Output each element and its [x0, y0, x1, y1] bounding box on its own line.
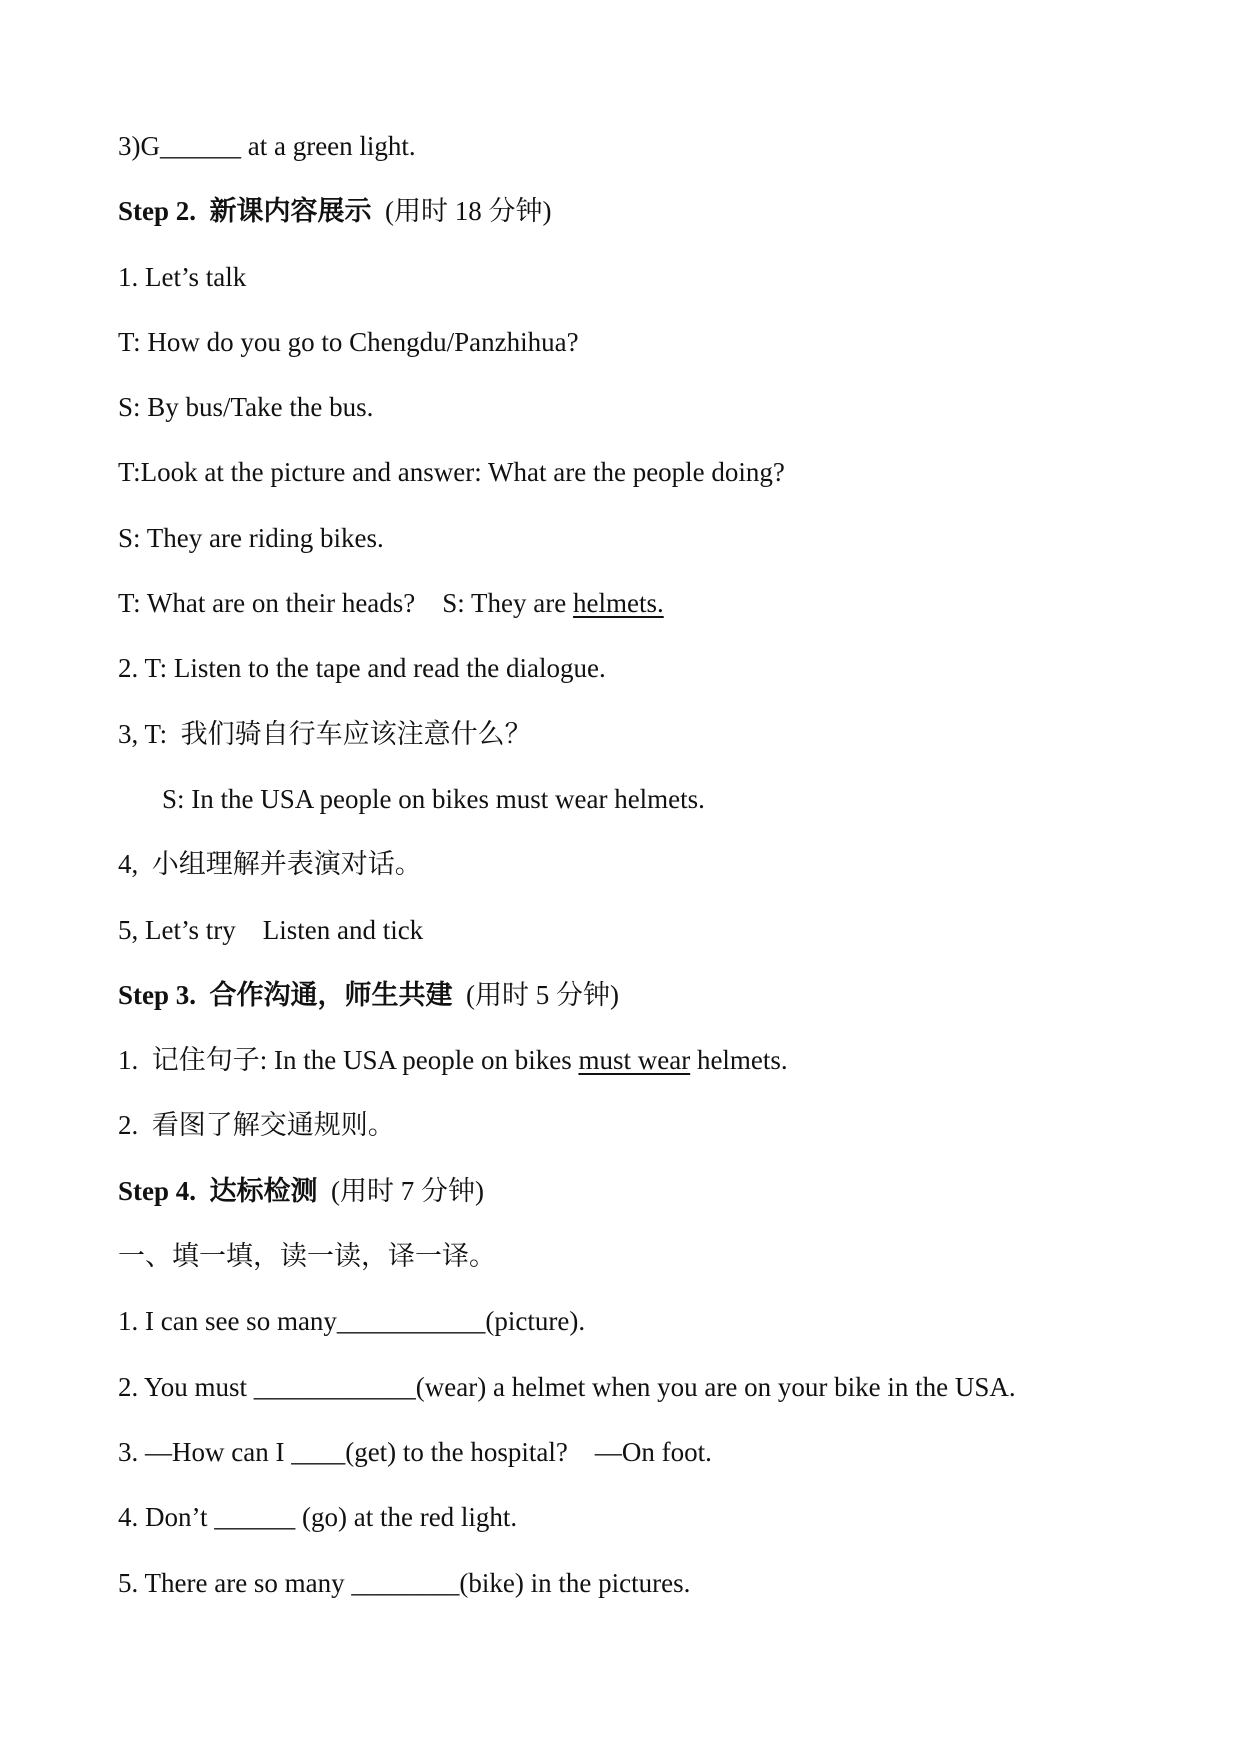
text-line: 3)G______ at a green light.: [118, 131, 416, 161]
document-body: [118, 128, 1128, 1630]
step-2-duration: (用时 18 分钟): [371, 196, 552, 227]
text-line: T:Look at the picture and answer: What are the people doing?: [118, 457, 785, 488]
step-3-duration: (用时 5 分钟): [452, 979, 619, 1010]
text-line: S: By bus/Take the bus.: [118, 392, 374, 423]
step-4-title: Step 4. 达标检测: [118, 1175, 318, 1206]
text-segment: 1. 记住句子: In the USA people on bikes: [118, 1045, 579, 1076]
exercise-question: 1. I can see so many___________(picture).: [118, 1306, 586, 1337]
exercise-question: 3. —How can I ____(get) to the hospital? —On foot.: [118, 1436, 712, 1467]
step-3-heading: [118, 977, 1128, 1042]
text-line: [118, 585, 1128, 650]
text-segment: helmets.: [690, 1045, 788, 1076]
text-line: 3, T: 我们骑自行车应该注意什么？: [118, 718, 532, 749]
exercise-instruction: 一、填一填，读一读，译一译。: [118, 1241, 496, 1272]
step-4-duration: (用时 7 分钟): [317, 1175, 484, 1206]
text-line: T: How do you go to Chengdu/Panzhihua?: [118, 326, 579, 357]
text-line: [118, 1042, 1128, 1107]
underlined-phrase: must wear: [578, 1045, 691, 1076]
text-line: 1. Let’s talk: [118, 261, 247, 292]
text-line: S: They are riding bikes.: [118, 522, 384, 553]
text-line: 5, Let’s try Listen and tick: [118, 914, 424, 945]
step-2-title: Step 2. 新课内容展示: [118, 196, 372, 227]
step-2-heading: [118, 193, 1128, 258]
exercise-question: 4. Don’t ______ (go) at the red light.: [118, 1502, 518, 1533]
step-4-heading: [118, 1173, 1128, 1238]
text-line: 4, 小组理解并表演对话。: [118, 849, 422, 880]
step-3-title: Step 3. 合作沟通，师生共建: [118, 979, 453, 1010]
underlined-word: helmets.: [573, 588, 664, 619]
text-line: 2. 看图了解交通规则。: [118, 1110, 395, 1141]
text-segment: T: What are on their heads? S: They are: [118, 588, 573, 619]
exercise-question: 5. There are so many ________(bike) in the pictures.: [118, 1567, 691, 1598]
exercise-question: 2. You must ____________(wear) a helmet when you are on your bike in the USA.: [118, 1371, 1016, 1402]
text-line: 2. T: Listen to the tape and read the dialogue.: [118, 653, 606, 684]
text-line: S: In the USA people on bikes must wear helmets.: [162, 783, 705, 814]
